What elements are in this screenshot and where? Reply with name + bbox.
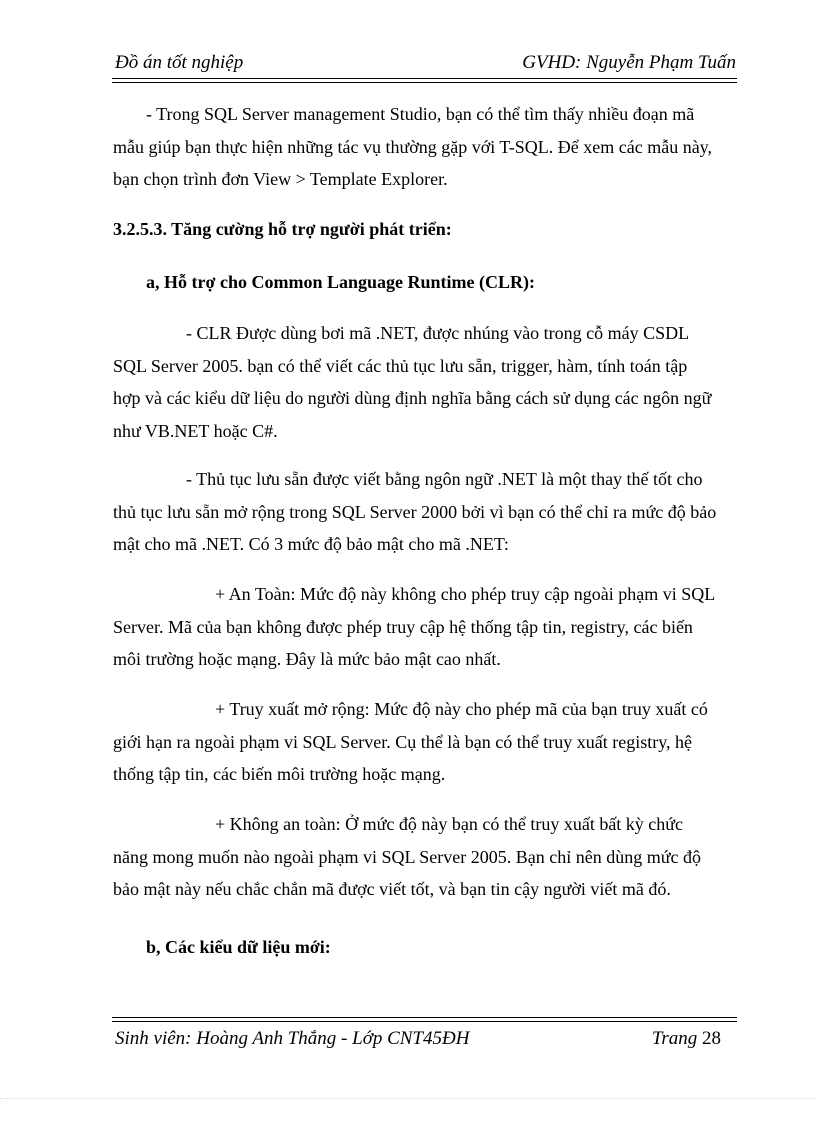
paragraph-line: thủ tục lưu sẵn mở rộng trong SQL Server 2000 bởi vì bạn có thể chỉ ra mức độ bảo bbox=[113, 501, 717, 522]
paragraph-line: hợp và các kiểu dữ liệu do người dùng định nghĩa bằng cách sử dụng các ngôn ngữ bbox=[113, 388, 712, 408]
page-boundary bbox=[0, 1098, 816, 1099]
paragraph-line: giới hạn ra ngoài phạm vi SQL Server. Cụ thể là bạn có thể truy xuất registry, hệ bbox=[113, 731, 693, 752]
paragraph-line: mẫu giúp bạn thực hiện những tác vụ thường gặp với T-SQL. Để xem các mẫu này, bbox=[113, 136, 713, 157]
subsection-heading-data-types: b, Các kiểu dữ liệu mới: bbox=[146, 937, 331, 957]
page-label: Trang bbox=[651, 1028, 698, 1049]
paragraph-line: môi trường hoặc mạng. Đây là mức bảo mật cao nhất. bbox=[113, 649, 501, 669]
paragraph-line: bạn chọn trình đơn View > Template Explorer. bbox=[113, 169, 448, 189]
footer-rule-thick bbox=[112, 1017, 737, 1018]
paragraph-line: - Thủ tục lưu sẵn được viết bằng ngôn ngữ .NET là một thay thế tốt cho bbox=[186, 469, 703, 489]
paragraph-line: + Truy xuất mở rộng: Mức độ này cho phép mã của bạn truy xuất có bbox=[215, 699, 708, 719]
paragraph-line: - CLR Được dùng bơi mã .NET, được nhúng vào trong cỗ máy CSDL bbox=[186, 323, 690, 343]
paragraph-line: + Không an toàn: Ở mức độ này bạn có thể truy xuất bất kỳ chức bbox=[215, 814, 684, 834]
paragraph-line: + An Toàn: Mức độ này không cho phép truy cập ngoài phạm vi SQL bbox=[215, 584, 716, 604]
header-advisor: GVHD: Nguyễn Phạm Tuấn bbox=[522, 52, 736, 73]
paragraph-line: năng mong muốn nào ngoài phạm vi SQL Server 2005. Bạn chỉ nên dùng mức độ bbox=[113, 846, 701, 867]
paragraph-line: - Trong SQL Server management Studio, bạn có thể tìm thấy nhiều đoạn mã bbox=[146, 104, 695, 124]
header-rule-thin bbox=[112, 82, 737, 83]
paragraph-stored-procedures bbox=[113, 463, 737, 561]
paragraph-external-access-level bbox=[113, 693, 737, 791]
paragraph-line: thống tập tin, các biến môi trường hoặc mạng. bbox=[113, 764, 446, 784]
paragraph-safe-level bbox=[113, 578, 737, 676]
subsection-heading-clr: a, Hỗ trợ cho Common Language Runtime (CLR): bbox=[146, 272, 535, 292]
paragraph-unsafe-level bbox=[113, 808, 737, 906]
paragraph-line: SQL Server 2005. bạn có thể viết các thủ tục lưu sẵn, trigger, hàm, tính toán tập bbox=[113, 355, 688, 376]
paragraph-template-explorer bbox=[113, 98, 737, 196]
paragraph-line: mật cho mã .NET. Có 3 mức độ bảo mật cho mã .NET: bbox=[113, 534, 509, 554]
section-heading: 3.2.5.3. Tăng cường hỗ trợ người phát triển: bbox=[113, 219, 452, 239]
footer-rule-thin bbox=[112, 1021, 737, 1022]
page-number: 28 bbox=[702, 1028, 721, 1049]
paragraph-clr bbox=[113, 317, 737, 447]
footer-page bbox=[652, 1028, 721, 1050]
header-title: Đồ án tốt nghiệp bbox=[115, 52, 244, 73]
paragraph-line: như VB.NET hoặc C#. bbox=[113, 420, 278, 441]
paragraph-line: bảo mật này nếu chắc chắn mã được viết tốt, và bạn tin cậy người viết mã đó. bbox=[113, 879, 671, 899]
footer-student: Sinh viên: Hoàng Anh Thắng - Lớp CNT45ĐH bbox=[115, 1028, 470, 1049]
header-rule-thick bbox=[112, 78, 737, 79]
paragraph-line: Server. Mã của bạn không được phép truy cập hệ thống tập tin, registry, các biến bbox=[113, 616, 693, 637]
